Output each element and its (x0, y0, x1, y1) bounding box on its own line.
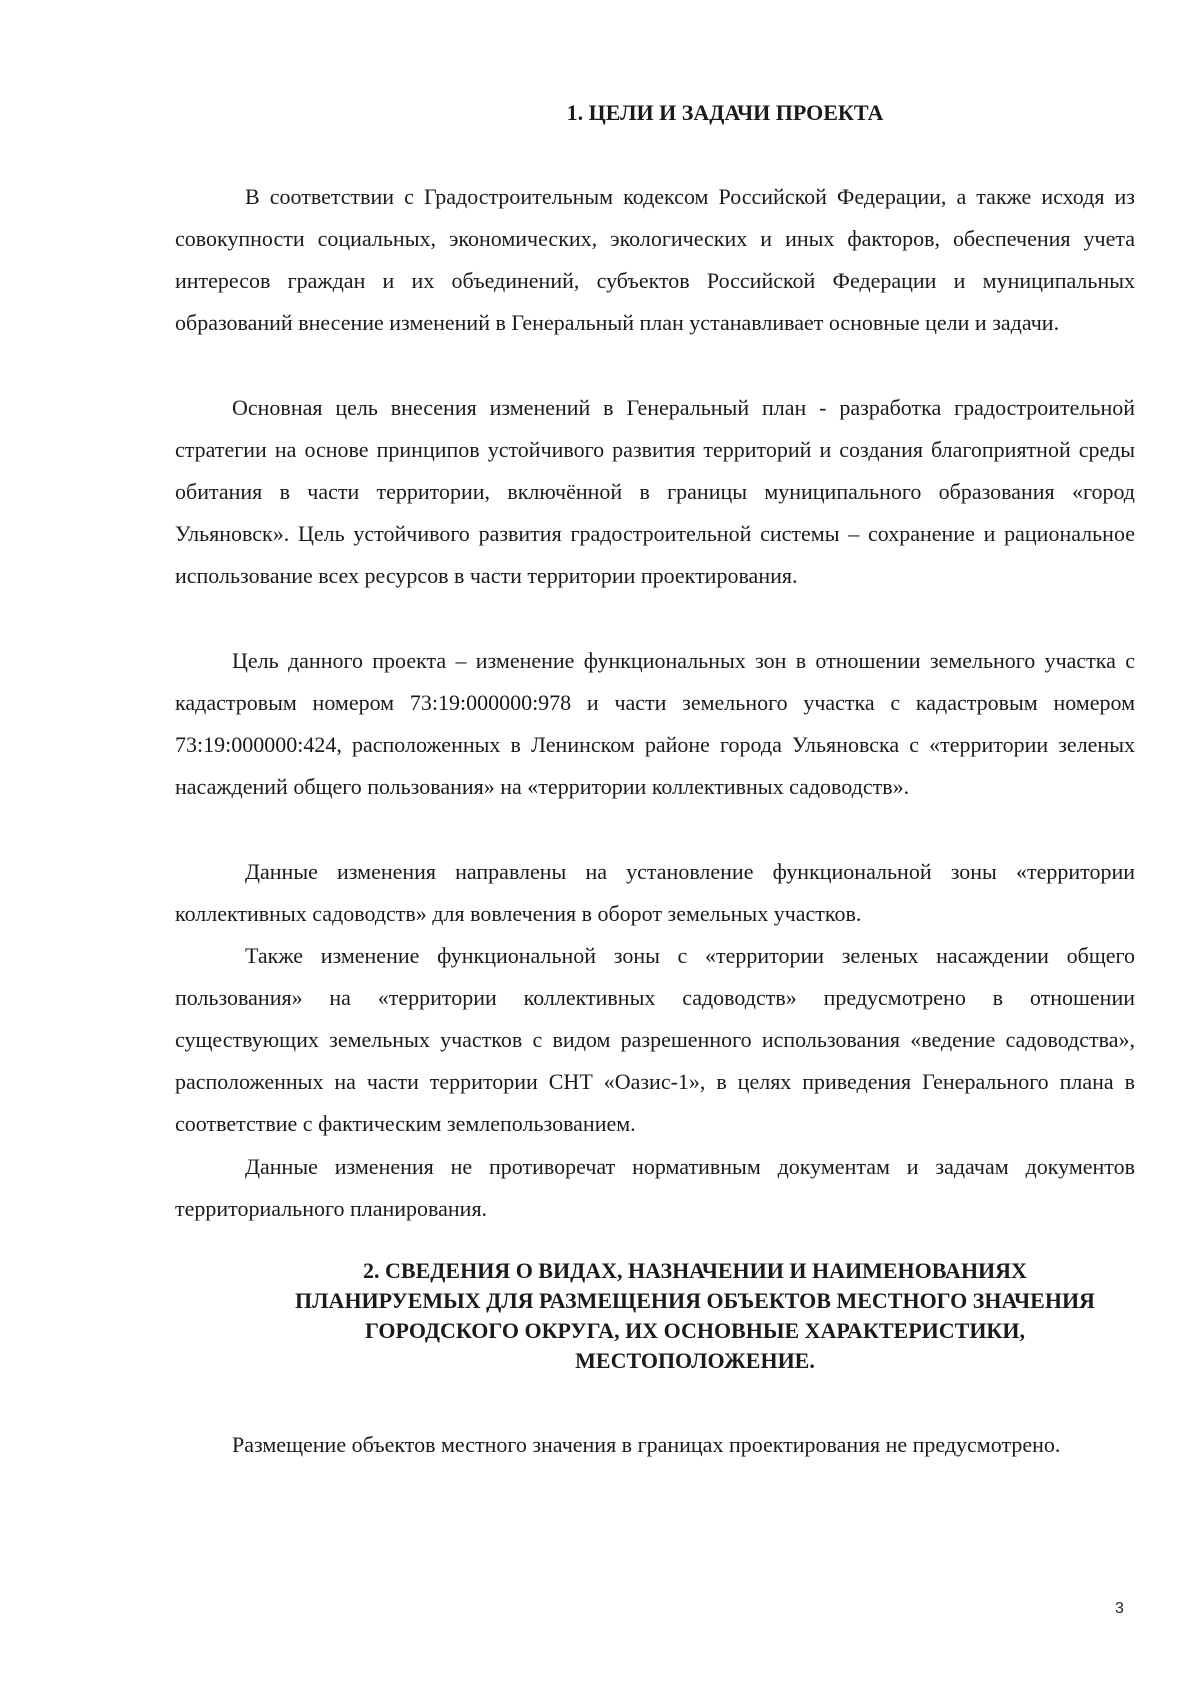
section-2-title-line-2: ПЛАНИРУЕМЫХ ДЛЯ РАЗМЕЩЕНИЯ ОБЪЕКТОВ МЕСТНОГО ЗНАЧЕНИЯ (295, 1288, 1095, 1313)
section-1-title: 1. ЦЕЛИ И ЗАДАЧИ ПРОЕКТА (566, 100, 884, 125)
section-2-title-line-3: ГОРОДСКОГО ОКРУГА, ИХ ОСНОВНЫЕ ХАРАКТЕРИСТИКИ, (364, 1318, 1025, 1343)
section-2-paragraph-1: Размещение объектов местного значения в границах проектирования не предусмотрено. (232, 1432, 1061, 1457)
section-1-paragraph-6: Данные изменения не противоречат нормативным документам и задачам документов территориального планирования. (175, 1154, 1135, 1222)
section-2-title-line-4: МЕСТОПОЛОЖЕНИЕ. (575, 1348, 815, 1373)
section-1-paragraph-1: В соответствии с Градостроительным кодексом Российской Федерации, а также исходя из совокупности социальных, экономических, экологических и иных факторов, обеспечения учета интересов граждан и их объединений, субъектов Российской Федерации и муниципальных образований внесение изменений в Генеральный план устанавливает основные цели и задачи. (175, 184, 1135, 336)
section-1-paragraph-3: Цель данного проекта – изменение функциональных зон в отношении земельного участка с кадастровым номером 73:19:000000:978 и части земельного участка с кадастровым номером 73:19:000000:424, расположенных в Ленинском районе города Ульяновска с «территории зеленых насаждений общего пользования» на «территории коллективных садоводств». (175, 648, 1135, 800)
page-number: 3 (1115, 1600, 1124, 1617)
section-1-paragraph-2: Основная цель внесения изменений в Генеральный план - разработка градостроительной стратегии на основе принципов устойчивого развития территорий и создания благоприятной среды обитания в части территории, включённой в границы муниципального образования «город Ульяновск». Цель устойчивого развития градостроительной системы – сохранение и рациональное использование всех ресурсов в части территории проектирования. (175, 395, 1135, 589)
section-2-title-line-1: 2. СВЕДЕНИЯ О ВИДАХ, НАЗНАЧЕНИИ И НАИМЕНОВАНИЯХ (363, 1258, 1027, 1283)
section-1-paragraph-5: Также изменение функциональной зоны с «территории зеленых насаждении общего пользования» на «территории коллективных садоводств» предусмотрено в отношении существующих земельных участков с видом разрешенного использования «ведение садоводства», расположенных на части территории СНТ «Оазис-1», в целях приведения Генерального плана в соответствие с фактическим землепользованием. (175, 943, 1135, 1137)
section-2-title (230, 1256, 1160, 1376)
section-1-paragraph-4: Данные изменения направлены на установление функциональной зоны «территории коллективных садоводств» для вовлечения в оборот земельных участков. (175, 859, 1135, 927)
